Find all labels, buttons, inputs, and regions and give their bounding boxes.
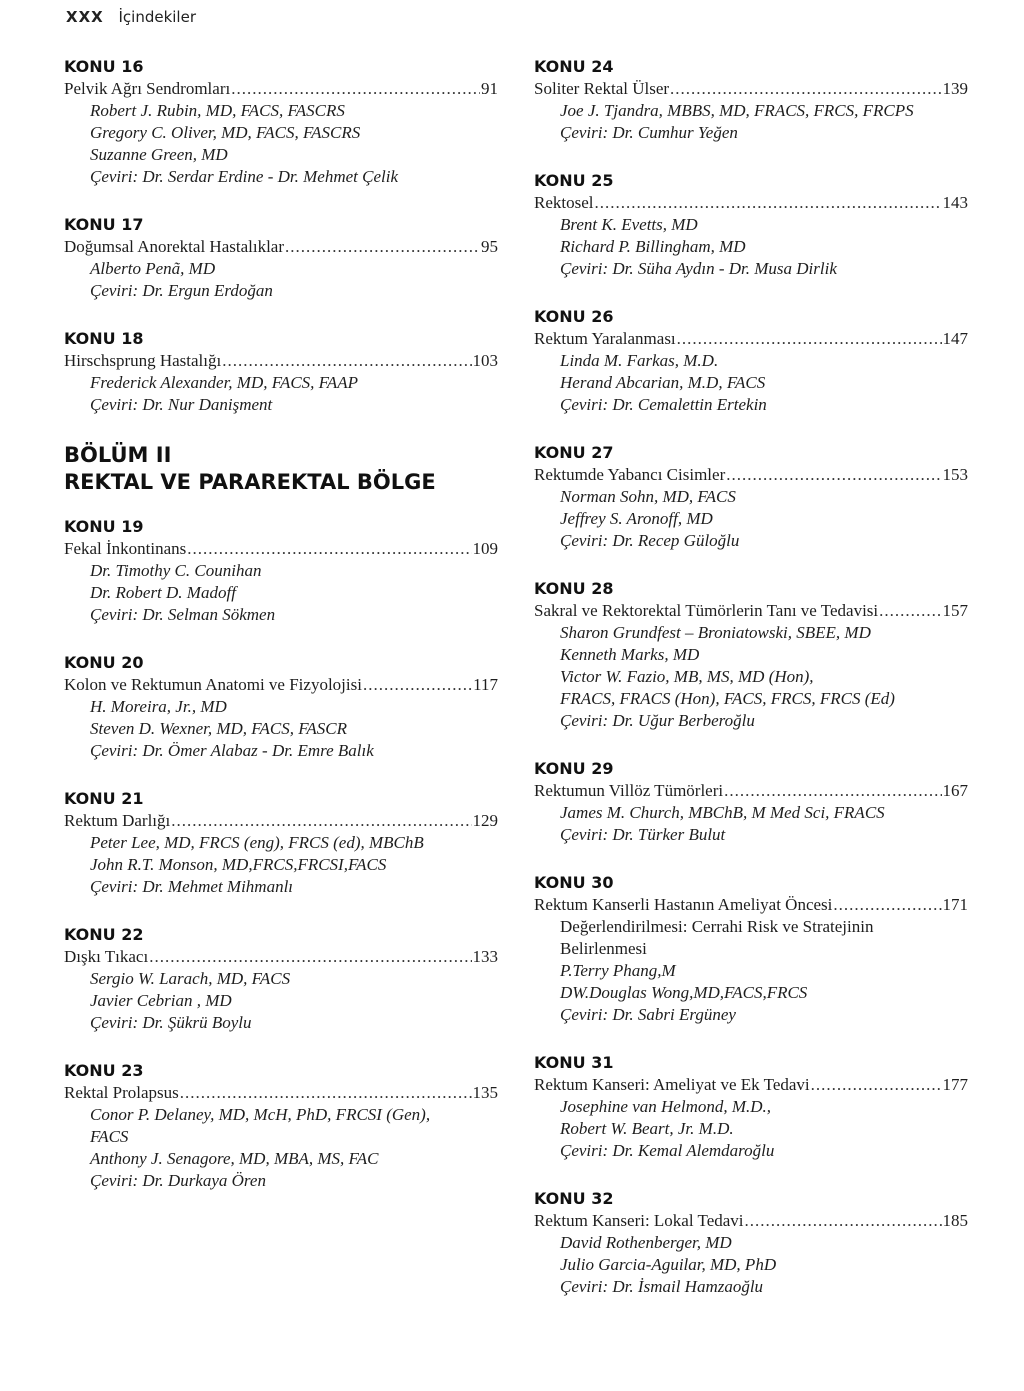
page-number: 133 bbox=[472, 947, 498, 966]
dot-leader bbox=[670, 78, 941, 100]
toc-entry bbox=[534, 442, 968, 552]
page-number: 185 bbox=[942, 1211, 968, 1230]
dot-leader bbox=[231, 78, 480, 100]
toc-line bbox=[64, 1082, 498, 1104]
author-line: P.Terry Phang,M bbox=[560, 961, 676, 980]
page-number: 157 bbox=[942, 601, 968, 620]
author-line: Çeviri: Dr. Cemalettin Ertekin bbox=[560, 395, 767, 414]
author-line: Çeviri: Dr. Sabri Ergüney bbox=[560, 1005, 736, 1024]
page-number: 91 bbox=[481, 79, 498, 98]
toc-line bbox=[534, 192, 968, 214]
author-line: Çeviri: Dr. Türker Bulut bbox=[560, 825, 726, 844]
author-line: Steven D. Wexner, MD, FACS, FASCR bbox=[90, 719, 348, 738]
author-line: Joe J. Tjandra, MBBS, MD, FRACS, FRCS, FRCPS bbox=[560, 101, 914, 120]
author-line: Norman Sohn, MD, FACS bbox=[560, 487, 736, 506]
author-line: Gregory C. Oliver, MD, FACS, FASCRS bbox=[90, 123, 361, 142]
chapter-title: Rektumun Villöz Tümörleri bbox=[534, 781, 724, 800]
toc-line bbox=[534, 1210, 968, 1232]
chapter-title: Kolon ve Rektumun Anatomi ve Fizyolojisi bbox=[64, 675, 362, 694]
author-line: Çeviri: Dr. Cumhur Yeğen bbox=[560, 123, 738, 142]
toc-line bbox=[64, 946, 498, 968]
toc-line bbox=[64, 78, 498, 100]
chapter-label: KONU 28 bbox=[534, 579, 614, 598]
page-number: 147 bbox=[942, 329, 968, 348]
author-line: Linda M. Farkas, M.D. bbox=[560, 351, 719, 370]
author-line: Javier Cebrian , MD bbox=[90, 991, 232, 1010]
dot-leader bbox=[180, 1082, 472, 1104]
author-line: Çeviri: Dr. Süha Aydın - Dr. Musa Dirlik bbox=[560, 259, 837, 278]
page-number: 135 bbox=[472, 1083, 498, 1102]
chapter-label: KONU 25 bbox=[534, 171, 614, 190]
author-line: Robert J. Rubin, MD, FACS, FASCRS bbox=[90, 101, 345, 120]
chapter-title: Fekal İnkontinans bbox=[64, 539, 187, 558]
author-line: Julio Garcia-Aguilar, MD, PhD bbox=[560, 1255, 777, 1274]
author-line: Çeviri: Dr. Uğur Berberoğlu bbox=[560, 711, 755, 730]
dot-leader bbox=[595, 192, 942, 214]
dot-leader bbox=[811, 1074, 942, 1096]
page-number: 129 bbox=[472, 811, 498, 830]
author-line: Çeviri: Dr. Kemal Alemdaroğlu bbox=[560, 1141, 775, 1160]
dot-leader bbox=[222, 350, 471, 372]
toc-line bbox=[64, 236, 498, 258]
chapter-title: Dışkı Tıkacı bbox=[64, 947, 149, 966]
chapter-label: KONU 31 bbox=[534, 1053, 614, 1072]
author-line: Brent K. Evetts, MD bbox=[560, 215, 698, 234]
dot-leader bbox=[285, 236, 480, 258]
page-number-roman: XXX bbox=[66, 8, 104, 26]
chapter-label: KONU 16 bbox=[64, 57, 144, 76]
author-line: Çeviri: Dr. Mehmet Mihmanlı bbox=[90, 877, 294, 896]
toc-line bbox=[64, 538, 498, 560]
author-line: Anthony J. Senagore, MD, MBA, MS, FAC bbox=[90, 1149, 379, 1168]
author-line: James M. Church, MBChB, M Med Sci, FRACS bbox=[560, 803, 885, 822]
dot-leader bbox=[724, 780, 941, 802]
page-number: 177 bbox=[942, 1075, 968, 1094]
chapter-title: Pelvik Ağrı Sendromları bbox=[64, 79, 231, 98]
author-line: Sharon Grundfest – Broniatowski, SBEE, MD bbox=[560, 623, 871, 642]
author-line: Frederick Alexander, MD, FACS, FAAP bbox=[90, 373, 359, 392]
author-line: Dr. Timothy C. Counihan bbox=[90, 561, 262, 580]
chapter-title: Rektosel bbox=[534, 193, 594, 212]
page-header-title: İçindekiler bbox=[118, 8, 196, 26]
chapter-title: Rektum Yaralanması bbox=[534, 329, 676, 348]
author-line: Suzanne Green, MD bbox=[90, 145, 228, 164]
section-heading bbox=[64, 442, 498, 496]
author-line: Çeviri: Dr. Nur Danişment bbox=[90, 395, 273, 414]
author-line: Peter Lee, MD, FRCS (eng), FRCS (ed), MBChB bbox=[90, 833, 424, 852]
author-line: Sergio W. Larach, MD, FACS bbox=[90, 969, 291, 988]
chapter-label: KONU 22 bbox=[64, 925, 144, 944]
toc-entry bbox=[64, 214, 498, 302]
author-line: Çeviri: Dr. Durkaya Ören bbox=[90, 1171, 266, 1190]
chapter-title-continued: Belirlenmesi bbox=[560, 939, 647, 958]
dot-leader bbox=[726, 464, 941, 486]
toc-right-column bbox=[534, 56, 968, 1324]
toc-entry bbox=[534, 1052, 968, 1162]
chapter-title: Hirschsprung Hastalığı bbox=[64, 351, 222, 370]
chapter-title: Rektal Prolapsus bbox=[64, 1083, 179, 1102]
chapter-label: KONU 17 bbox=[64, 215, 144, 234]
toc-entry bbox=[534, 1188, 968, 1298]
author-line: David Rothenberger, MD bbox=[560, 1233, 732, 1252]
page-number: 95 bbox=[481, 237, 498, 256]
dot-leader bbox=[363, 674, 472, 696]
toc-line bbox=[64, 350, 498, 372]
author-line: Herand Abcarian, M.D, FACS bbox=[560, 373, 766, 392]
chapter-title: Rektum Kanseri: Ameliyat ve Ek Tedavi bbox=[534, 1075, 810, 1094]
toc-entry bbox=[534, 758, 968, 846]
chapter-label: KONU 21 bbox=[64, 789, 144, 808]
toc-entry bbox=[534, 56, 968, 144]
chapter-title: Rektum Kanserli Hastanın Ameliyat Öncesi bbox=[534, 895, 833, 914]
author-line: Çeviri: Dr. Serdar Erdine - Dr. Mehmet Çelik bbox=[90, 167, 398, 186]
chapter-title: Doğumsal Anorektal Hastalıklar bbox=[64, 237, 285, 256]
author-line: Alberto Penã, MD bbox=[90, 259, 216, 278]
dot-leader bbox=[879, 600, 941, 622]
chapter-label: KONU 23 bbox=[64, 1061, 144, 1080]
toc-line bbox=[534, 780, 968, 802]
chapter-label: KONU 24 bbox=[534, 57, 614, 76]
author-line: Çeviri: Dr. İsmail Hamzaoğlu bbox=[560, 1277, 764, 1296]
toc-entry bbox=[534, 578, 968, 732]
dot-leader bbox=[833, 894, 941, 916]
chapter-label: KONU 27 bbox=[534, 443, 614, 462]
author-line: Conor P. Delaney, MD, McH, PhD, FRCSI (Gen), bbox=[90, 1105, 431, 1124]
toc-line bbox=[534, 328, 968, 350]
page-number: 117 bbox=[473, 675, 498, 694]
author-line: Victor W. Fazio, MB, MS, MD (Hon), bbox=[560, 667, 814, 686]
page-number: 167 bbox=[942, 781, 968, 800]
toc-entry bbox=[64, 56, 498, 188]
toc-line bbox=[534, 78, 968, 100]
author-line: John R.T. Monson, MD,FRCS,FRCSI,FACS bbox=[90, 855, 387, 874]
toc-left-column bbox=[64, 56, 498, 1218]
section-number: BÖLÜM II bbox=[64, 443, 172, 467]
toc-line bbox=[534, 464, 968, 486]
dot-leader bbox=[149, 946, 471, 968]
author-line: H. Moreira, Jr., MD bbox=[90, 697, 227, 716]
page-number: 171 bbox=[942, 895, 968, 914]
toc-entry bbox=[534, 872, 968, 1026]
chapter-title: Rektum Kanseri: Lokal Tedavi bbox=[534, 1211, 744, 1230]
author-line: Çeviri: Dr. Ömer Alabaz - Dr. Emre Balık bbox=[90, 741, 374, 760]
page-number: 153 bbox=[942, 465, 968, 484]
toc-line bbox=[534, 894, 968, 916]
author-line: FACS bbox=[90, 1127, 129, 1146]
section-title: REKTAL VE PARAREKTAL BÖLGE bbox=[64, 470, 436, 494]
chapter-label: KONU 18 bbox=[64, 329, 144, 348]
author-line: Robert W. Beart, Jr. M.D. bbox=[560, 1119, 734, 1138]
author-line: Dr. Robert D. Madoff bbox=[90, 583, 236, 602]
author-line: Richard P. Billingham, MD bbox=[560, 237, 746, 256]
chapter-title-continued: Değerlendirilmesi: Cerrahi Risk ve Stratejinin bbox=[560, 917, 874, 936]
author-line: Çeviri: Dr. Recep Güloğlu bbox=[560, 531, 740, 550]
toc-entry bbox=[64, 328, 498, 416]
toc-entry bbox=[534, 306, 968, 416]
chapter-label: KONU 19 bbox=[64, 517, 144, 536]
chapter-title: Rektum Darlığı bbox=[64, 811, 171, 830]
dot-leader bbox=[187, 538, 471, 560]
chapter-title: Sakral ve Rektorektal Tümörlerin Tanı ve Tedavisi bbox=[534, 601, 879, 620]
page-number: 143 bbox=[942, 193, 968, 212]
author-line: Josephine van Helmond, M.D., bbox=[560, 1097, 772, 1116]
author-line: DW.Douglas Wong,MD,FACS,FRCS bbox=[560, 983, 808, 1002]
dot-leader bbox=[171, 810, 471, 832]
toc-line bbox=[64, 674, 498, 696]
chapter-label: KONU 29 bbox=[534, 759, 614, 778]
toc-line bbox=[534, 600, 968, 622]
toc-entry bbox=[64, 788, 498, 898]
author-line: Çeviri: Dr. Selman Sökmen bbox=[90, 605, 276, 624]
page-number: 109 bbox=[472, 539, 498, 558]
chapter-title: Soliter Rektal Ülser bbox=[534, 79, 670, 98]
page-header bbox=[66, 8, 196, 26]
page-number: 103 bbox=[472, 351, 498, 370]
author-line: Çeviri: Dr. Ergun Erdoğan bbox=[90, 281, 273, 300]
dot-leader bbox=[677, 328, 942, 350]
chapter-label: KONU 20 bbox=[64, 653, 144, 672]
toc-entry bbox=[64, 516, 498, 626]
author-line: FRACS, FRACS (Hon), FACS, FRCS, FRCS (Ed) bbox=[560, 689, 895, 708]
chapter-label: KONU 26 bbox=[534, 307, 614, 326]
chapter-label: KONU 32 bbox=[534, 1189, 614, 1208]
page-number: 139 bbox=[942, 79, 968, 98]
chapter-label: KONU 30 bbox=[534, 873, 614, 892]
toc-line bbox=[534, 1074, 968, 1096]
author-line: Jeffrey S. Aronoff, MD bbox=[560, 509, 713, 528]
dot-leader bbox=[745, 1210, 942, 1232]
toc-entry bbox=[64, 924, 498, 1034]
chapter-title: Rektumde Yabancı Cisimler bbox=[534, 465, 726, 484]
toc-entry bbox=[64, 1060, 498, 1192]
toc-line bbox=[64, 810, 498, 832]
toc-entry bbox=[534, 170, 968, 280]
author-line: Kenneth Marks, MD bbox=[560, 645, 700, 664]
author-line: Çeviri: Dr. Şükrü Boylu bbox=[90, 1013, 252, 1032]
toc-entry bbox=[64, 652, 498, 762]
